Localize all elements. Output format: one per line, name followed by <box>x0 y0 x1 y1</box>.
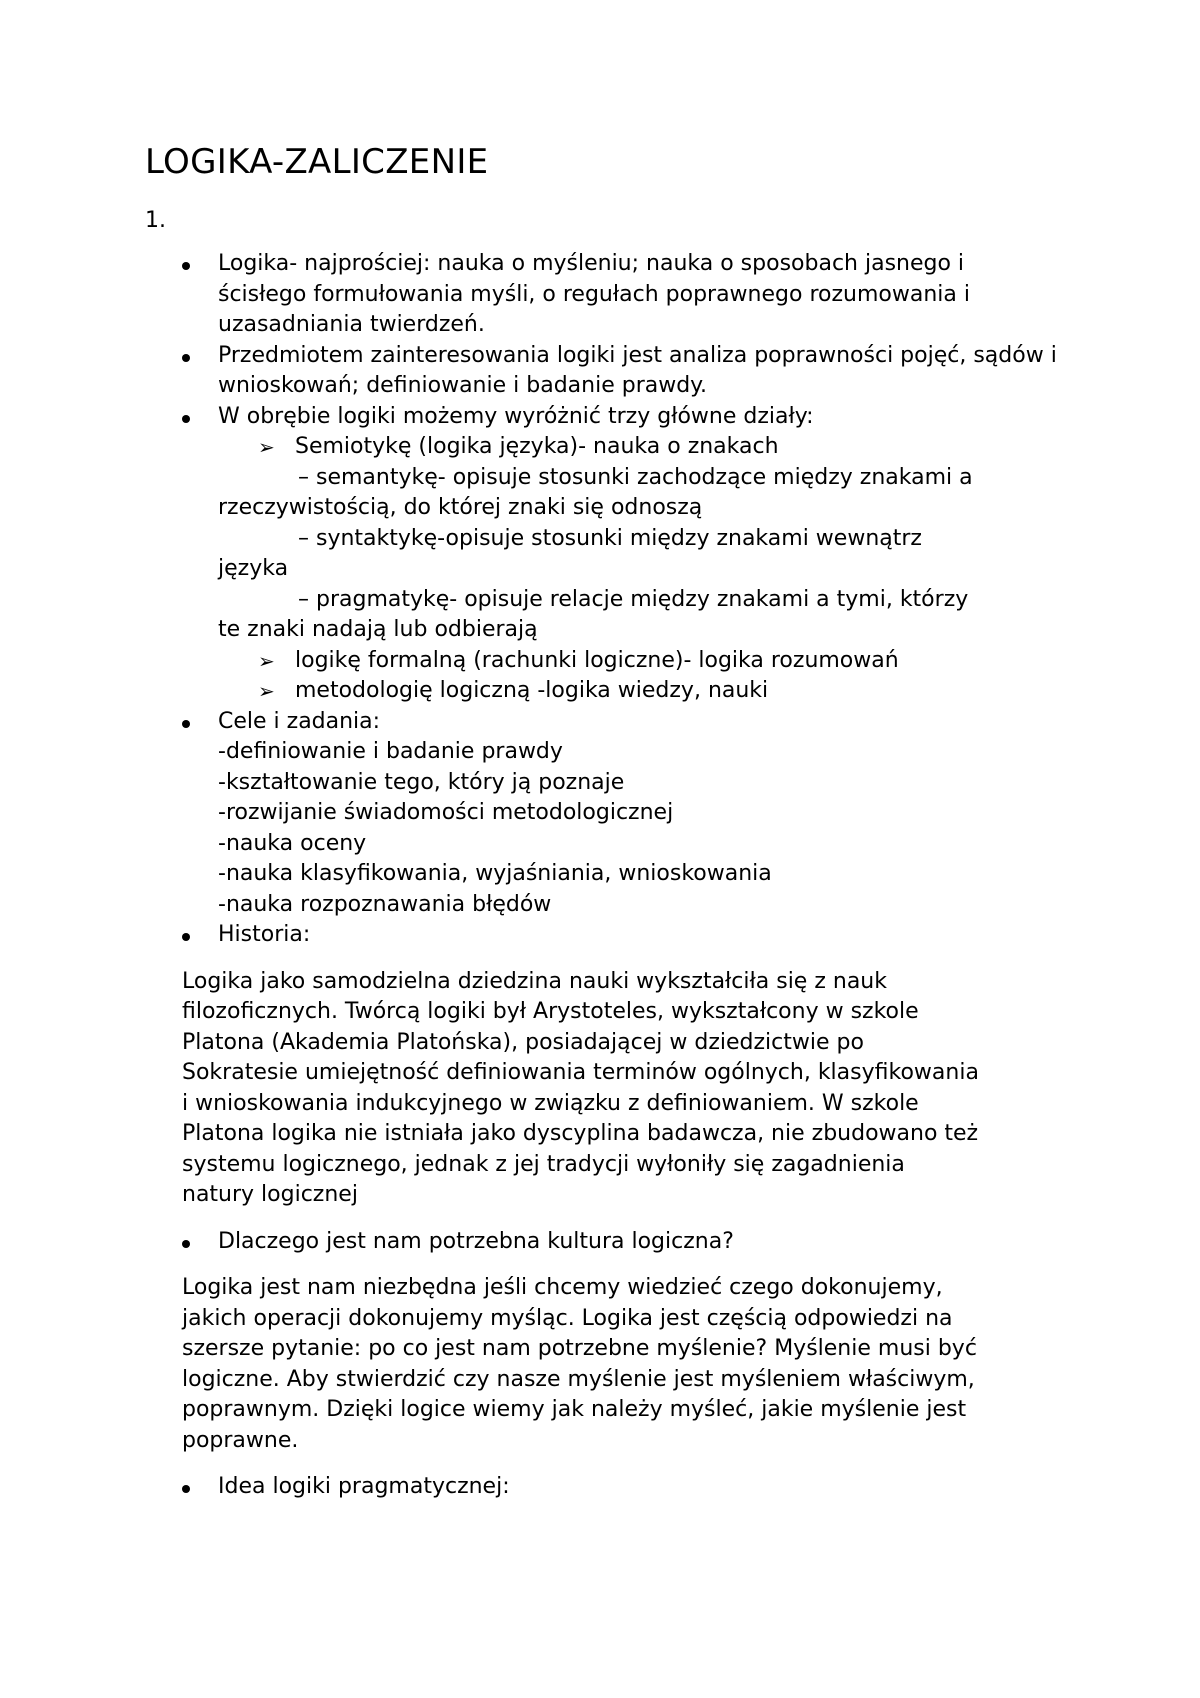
arrow-bullet-icon: ➢ <box>258 679 275 703</box>
division-semiotics <box>0 432 1200 463</box>
goal-item: -definiowanie i badanie prawdy <box>218 739 563 764</box>
answer-line: Logika jest nam niezbędna jeśli chcemy wiedzieć czego dokonujemy, <box>182 1275 943 1300</box>
bullet-dot-icon <box>182 1485 190 1493</box>
division-text: Semiotykę (logika języka)- nauka o znakach <box>295 434 779 459</box>
semantics-line: – semantykę- opisuje stosunki zachodzące między znakami a <box>298 464 973 490</box>
history-line: i wnioskowania indukcyjnego w związku z definiowaniem. W szkole <box>182 1090 919 1116</box>
bullet-subject <box>0 341 1058 402</box>
goal-item: -kształtowanie tego, który ją poznaje <box>218 769 625 795</box>
history-paragraph <box>0 967 1082 1211</box>
bullet-dot-icon <box>182 720 190 728</box>
bullet-text: W obrębie logiki możemy wyróżnić trzy główne działy: <box>218 403 814 429</box>
semantics-continuation: rzeczywistością, do której znaki się odnoszą <box>218 495 703 520</box>
document-body <box>0 249 1200 1503</box>
history-line: Platona logika nie istniała jako dyscyplina badawcza, nie zbudowano też <box>182 1121 979 1146</box>
answer-line: poprawne. <box>182 1427 299 1453</box>
bullet-text: Historia: <box>218 922 311 947</box>
bullet-text: Logika- najprościej: nauka o myśleniu; nauka o sposobach jasnego i ścisłego formułowania myśli, o regułach poprawnego rozumowania i uzasadniania twierdzeń. <box>218 251 970 337</box>
answer-line: szersze pytanie: po co jest nam potrzebne myślenie? Myślenie musi być <box>182 1336 977 1361</box>
division-text: metodologię logiczną -logika wiedzy, nauki <box>295 678 769 703</box>
goal-item: -rozwijanie świadomości metodologicznej <box>218 800 674 825</box>
bullet-text: Cele i zadania: <box>218 708 381 734</box>
history-line: Sokratesie umiejętność definiowania terminów ogólnych, klasyfikowania <box>182 1060 979 1085</box>
answer-line: logiczne. Aby stwierdzić czy nasze myślenie jest myśleniem właściwym, <box>182 1366 975 1392</box>
division-formal-logic <box>0 646 1200 677</box>
division-methodology <box>0 676 1200 707</box>
history-line: filozoficznych. Twórcą logiki był Arystoteles, wykształcony w szkole <box>182 999 919 1024</box>
bullet-text: Idea logiki pragmatycznej: <box>218 1474 510 1499</box>
bullet-text: Przedmiotem zainteresowania logiki jest analiza poprawności pojęć, sądów i wnioskowań; definiowanie i badanie prawdy. <box>218 342 1057 398</box>
answer-paragraph <box>0 1273 1082 1456</box>
bullet-goals <box>0 707 1058 738</box>
bullet-pragmatic-logic <box>0 1472 1058 1503</box>
history-line: natury logicznej <box>182 1182 358 1207</box>
bullet-divisions <box>0 402 1058 433</box>
document-title: LOGIKA-ZALICZENIE <box>145 142 489 182</box>
answer-line: poprawnym. Dzięki logice wiemy jak należy myśleć, jakie myślenie jest <box>182 1397 967 1422</box>
bullet-dot-icon <box>182 933 190 941</box>
history-line: systemu logicznego, jednak z jej tradycji wyłoniły się zagadnienia <box>182 1151 905 1177</box>
goal-item: -nauka oceny <box>218 830 367 856</box>
arrow-bullet-icon: ➢ <box>258 435 275 459</box>
answer-line: jakich operacji dokonujemy myśląc. Logika jest częścią odpowiedzi na <box>182 1305 953 1331</box>
pragmatics-continuation: te znaki nadają lub odbierają <box>218 617 538 642</box>
arrow-bullet-icon: ➢ <box>258 648 275 673</box>
syntax-continuation: języka <box>218 556 289 581</box>
syntax-line: – syntaktykę-opisuje stosunki między znakami wewnątrz <box>298 525 922 551</box>
bullet-dot-icon <box>182 262 190 270</box>
pragmatics-line: – pragmatykę- opisuje relacje między znakami a tymi, którzy <box>298 586 969 612</box>
division-text: logikę formalną (rachunki logiczne)- logika rozumowań <box>295 647 899 673</box>
history-line: Platona (Akademia Platońska), posiadającej w dziedzictwie po <box>182 1029 864 1055</box>
goal-item: -nauka klasyfikowania, wyjaśniania, wnioskowania <box>218 861 772 886</box>
history-line: Logika jako samodzielna dziedzina nauki wykształciła się z nauk <box>182 968 887 994</box>
bullet-dot-icon <box>182 1240 190 1248</box>
bullet-question <box>0 1227 1058 1258</box>
section-number: 1. <box>145 208 166 233</box>
bullet-history <box>0 920 1058 951</box>
bullet-text: Dlaczego jest nam potrzebna kultura logiczna? <box>218 1228 734 1254</box>
bullet-dot-icon <box>182 354 190 362</box>
bullet-definition <box>0 249 1058 341</box>
bullet-dot-icon <box>182 415 190 423</box>
goal-item: -nauka rozpoznawania błędów <box>218 891 552 917</box>
